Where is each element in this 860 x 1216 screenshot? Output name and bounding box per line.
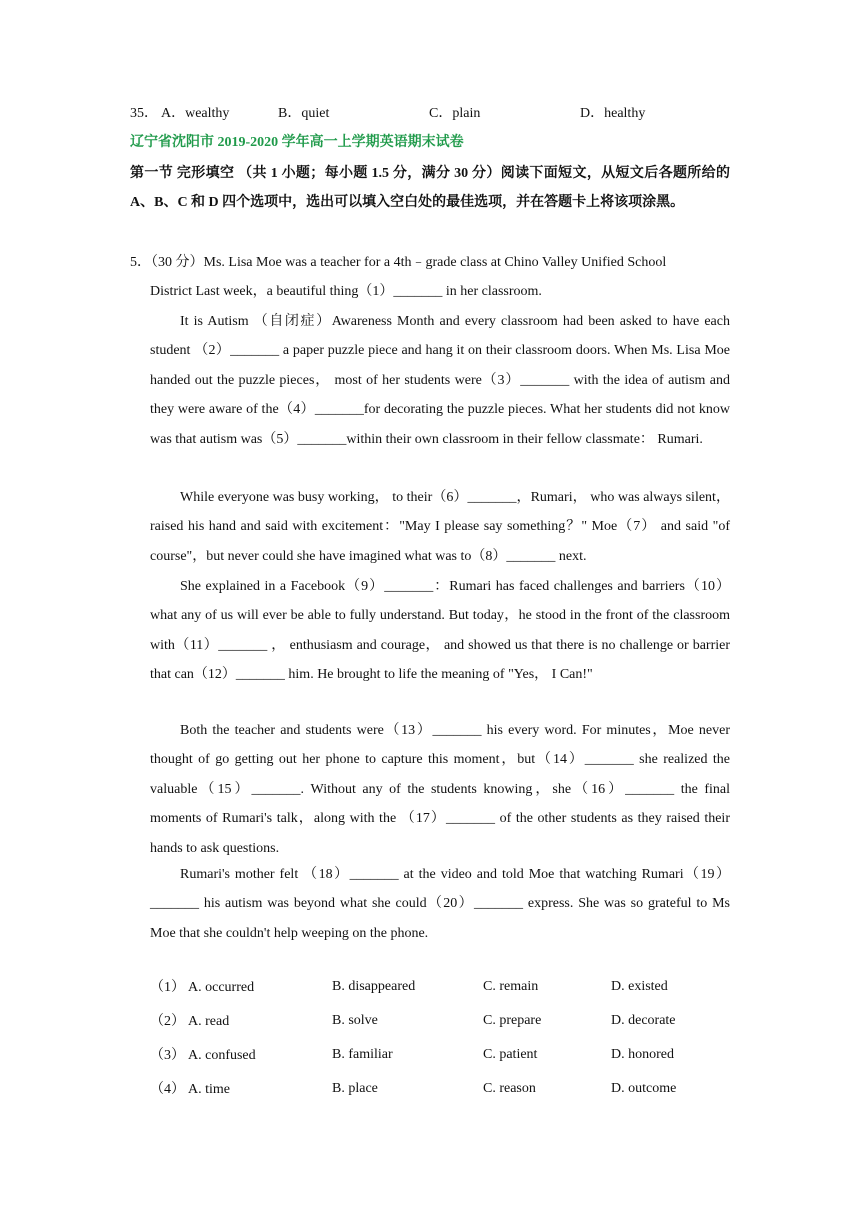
prev-question-number: 35． xyxy=(130,106,158,121)
question-5-line-1: 5．（30 分）Ms. Lisa Moe was a teacher for a 4th﹣grade class at Chino Valley Unified School xyxy=(130,255,667,270)
source-title: 辽宁省沈阳市 2019-2020 学年高一上学期英语期末试卷 xyxy=(130,135,464,150)
choice-c: C. patient xyxy=(483,1047,538,1062)
section-heading: 第一节 完形填空 （共 1 小题；每小题 1.5 分，满分 30 分）阅读下面短文，从短文后各题所给的 A、B、C 和 D 四个选项中，选出可以填入空白处的最佳选项，并在答题卡上将该项涂黑。 xyxy=(130,166,730,210)
choice-b: B. solve xyxy=(332,1013,378,1028)
passage-paragraph-3: She explained in a Facebook（9）_______：Rumari has faced challenges and barriers（10） what any of us will ever be able to fully understand. But today，he stood in the front of the classroom with（11）_______ ， enthusiasm and courage， and showed us that there is no challenge or barrier that can（12）_______ him. He brought to life the meaning of "Yes， I Can!" xyxy=(150,579,730,683)
passage-paragraph-5: Rumari's mother felt （18）_______ at the video and told Moe that watching Rumari（19）_______ his autism was beyond what she could（20）_______ express. She was so grateful to Ms Moe that she couldn't help weeping on the phone. xyxy=(150,867,730,941)
choice-d: D. decorate xyxy=(611,1013,676,1028)
choice-c: C. remain xyxy=(483,979,539,994)
choice-d: D. outcome xyxy=(611,1081,677,1096)
choice-d: D. honored xyxy=(611,1047,674,1062)
choice-a: A. time xyxy=(188,1082,230,1097)
choice-a: A. read xyxy=(188,1014,230,1029)
choice-b: B. familiar xyxy=(332,1047,393,1062)
choice-b: B. place xyxy=(332,1081,378,1096)
choice-c: C. reason xyxy=(483,1081,536,1096)
choice-b: B. disappeared xyxy=(332,979,416,994)
choice-c: C. prepare xyxy=(483,1013,542,1028)
choice-d: D. existed xyxy=(611,979,668,994)
question-5-intro xyxy=(130,248,730,307)
choice-number: （3） xyxy=(150,1048,185,1063)
prev-option-d: D．healthy xyxy=(580,106,646,121)
choice-a: A. occurred xyxy=(188,980,255,995)
passage-paragraph-1: It is Autism （自闭症）Awareness Month and every classroom had been asked to have each student （2）_______ a paper puzzle piece and hang it on their classroom doors. When Ms. Lisa Moe handed out the puzzle pieces， most of her students were（3）_______ with the idea of autism and they were aware of the（4）_______for decorating the puzzle pieces. What her students did not know was that autism was（5）_______within their own classroom in their fellow classmate： Rumari. xyxy=(150,314,730,447)
choice-number: （2） xyxy=(150,1014,185,1029)
choice-a: A. confused xyxy=(188,1048,256,1063)
prev-option-b: B．quiet xyxy=(278,106,330,121)
choice-number: （1） xyxy=(150,980,185,995)
question-5-line-2: District Last week，a beautiful thing（1）_______ in her classroom. xyxy=(150,284,542,300)
prev-option-a: A．wealthy xyxy=(161,106,230,121)
prev-option-c: C．plain xyxy=(429,106,481,121)
choice-number: （4） xyxy=(150,1082,185,1097)
passage-paragraph-4: Both the teacher and students were（13）_______ his every word. For minutes，Moe never thought of go getting out her phone to capture this moment，but（14）_______ she realized the valuable（15）_______. Without any of the students knowing，she（16）_______ the final moments of Rumari's talk，along with the （17）_______ of the other students as they raised their hands to ask questions. xyxy=(150,723,730,856)
passage-paragraph-2: While everyone was busy working， to their（6）_______，Rumari， who was always silent， raised his hand and said with excitement："May I please say something？" Moe（7） and said "of course"，but never could she have imagined what was to（8）_______ next. xyxy=(150,490,730,564)
